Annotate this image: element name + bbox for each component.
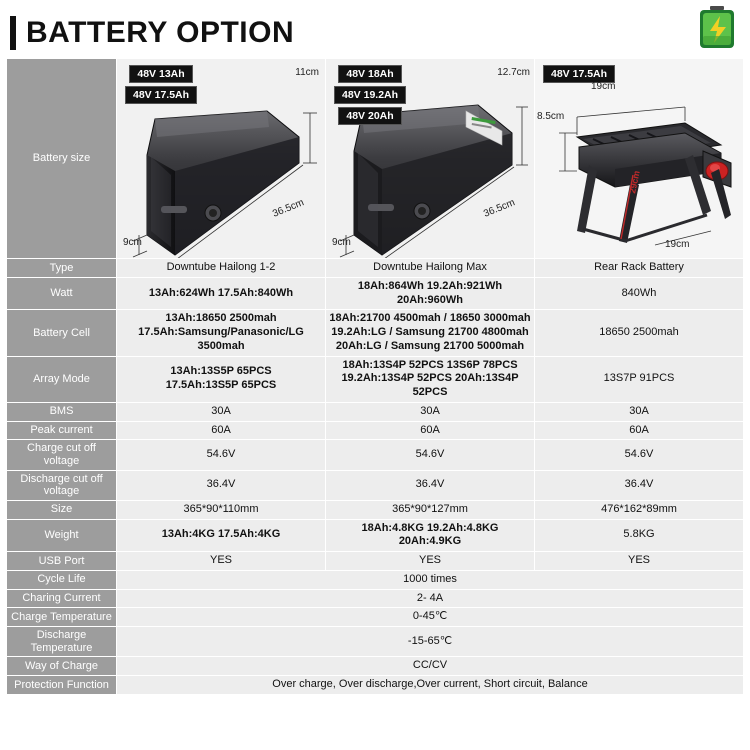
table-row-weight bbox=[7, 519, 744, 552]
discharge-temperature-value: -15-65℃ bbox=[117, 627, 744, 657]
type-col2: Downtube Hailong Max bbox=[326, 259, 535, 278]
table-row-charge-temperature bbox=[7, 608, 744, 627]
size-col1: 365*90*110mm bbox=[117, 500, 326, 519]
page-title: BATTERY OPTION bbox=[26, 16, 295, 49]
row-label-protection-function: Protection Function bbox=[7, 676, 117, 695]
dim-width-col1: 9cm bbox=[123, 237, 142, 248]
type-col1: Downtube Hailong 1-2 bbox=[117, 259, 326, 278]
row-label-bms: BMS bbox=[7, 402, 117, 421]
weight-col2 bbox=[326, 519, 535, 552]
table-row-type bbox=[7, 259, 744, 278]
cell-col1 bbox=[117, 310, 326, 356]
tag-48v-175ah: 48V 17.5Ah bbox=[125, 86, 197, 104]
tag-48v-20ah: 48V 20Ah bbox=[338, 107, 401, 125]
cell-col3: 18650 2500mah bbox=[535, 310, 744, 356]
table-row-battery-size bbox=[7, 59, 744, 259]
chargecut-col1: 54.6V bbox=[117, 440, 326, 470]
peak-col2: 60A bbox=[326, 421, 535, 440]
array-col2-line2: 19.2Ah:13S4P 52PCS 20Ah:13S4P 52PCS bbox=[341, 372, 519, 398]
array-col1 bbox=[117, 356, 326, 402]
tag-stack-col2 bbox=[334, 65, 406, 128]
bms-col1: 30A bbox=[117, 402, 326, 421]
cell-col1-line2: 17.5Ah:Samsung/Panasonic/LG 3500mah bbox=[138, 326, 304, 352]
dim-bottom-col3: 19cm bbox=[665, 239, 690, 250]
charge-temperature-value: 0-45℃ bbox=[117, 608, 744, 627]
array-col2-line1: 18Ah:13S4P 52PCS 13S6P 78PCS bbox=[342, 358, 518, 371]
row-label-type: Type bbox=[7, 259, 117, 278]
watt-col2-line1: 18Ah:864Wh 19.2Ah:921Wh bbox=[357, 279, 503, 292]
size-col2: 365*90*127mm bbox=[326, 500, 535, 519]
dim-red-col3: 29cm bbox=[627, 169, 642, 195]
table-row-discharge-temperature bbox=[7, 627, 744, 657]
usb-col2: YES bbox=[326, 552, 535, 571]
battery-image-hailong-max bbox=[326, 59, 535, 259]
row-label-usb-port: USB Port bbox=[7, 552, 117, 571]
dischargecut-col2: 36.4V bbox=[326, 470, 535, 500]
protection-function-value: Over charge, Over discharge,Over current, Short circuit, Balance bbox=[117, 676, 744, 695]
table-row-cycle-life bbox=[7, 570, 744, 589]
table-row-size bbox=[7, 500, 744, 519]
cell-col2-line1: 18Ah:21700 4500mah / 18650 3000mah bbox=[329, 312, 531, 325]
table-row-array-mode bbox=[7, 356, 744, 402]
battery-image-hailong-1-2 bbox=[117, 59, 326, 259]
battery-bolt-icon bbox=[698, 6, 736, 50]
type-col3: Rear Rack Battery bbox=[535, 259, 744, 278]
battery-spec-table bbox=[6, 58, 744, 695]
usb-col1: YES bbox=[117, 552, 326, 571]
row-label-charge-temperature: Charge Temperature bbox=[7, 608, 117, 627]
cell-col2-line3: 20Ah:LG / Samsung 21700 5000mah bbox=[335, 339, 525, 352]
row-label-discharge-temperature: Discharge Temperature bbox=[7, 627, 117, 657]
table-row-way-of-charge bbox=[7, 657, 744, 676]
cell-col1-line1: 13Ah:18650 2500mah bbox=[165, 312, 277, 325]
tag-stack-col1 bbox=[125, 65, 197, 107]
row-label-battery-cell: Battery Cell bbox=[7, 310, 117, 356]
watt-col2 bbox=[326, 277, 535, 310]
tag-48v-13ah: 48V 13Ah bbox=[129, 65, 192, 83]
table-row-usb-port bbox=[7, 552, 744, 571]
array-col1-line1: 13Ah:13S5P 65PCS bbox=[170, 365, 272, 378]
table-row-peak-current bbox=[7, 421, 744, 440]
tag-48v-18ah: 48V 18Ah bbox=[338, 65, 401, 83]
tag-48v-192ah: 48V 19.2Ah bbox=[334, 86, 406, 104]
chargecut-col2: 54.6V bbox=[326, 440, 535, 470]
table-row-charging-current bbox=[7, 589, 744, 608]
cell-col2-line2: 19.2Ah:LG / Samsung 21700 4800mah bbox=[331, 326, 529, 338]
row-label-weight: Weight bbox=[7, 519, 117, 552]
weight-col1 bbox=[117, 519, 326, 552]
dim-side-col3: 8.5cm bbox=[537, 111, 565, 122]
watt-col3: 840Wh bbox=[535, 277, 744, 310]
row-label-size: Size bbox=[7, 500, 117, 519]
array-col3: 13S7P 91PCS bbox=[535, 356, 744, 402]
watt-col1 bbox=[117, 277, 326, 310]
battery-image-rear-rack bbox=[535, 59, 744, 259]
row-label-array-mode: Array Mode bbox=[7, 356, 117, 402]
table-row-protection-function bbox=[7, 676, 744, 695]
row-label-discharge-cutoff: Discharge cut off voltage bbox=[7, 470, 117, 500]
charging-current-value: 2- 4A bbox=[117, 589, 744, 608]
size-col3: 476*162*89mm bbox=[535, 500, 744, 519]
bms-col3: 30A bbox=[535, 402, 744, 421]
weight-col3: 5.8KG bbox=[535, 519, 744, 552]
peak-col3: 60A bbox=[535, 421, 744, 440]
peak-col1: 60A bbox=[117, 421, 326, 440]
dischargecut-col1: 36.4V bbox=[117, 470, 326, 500]
dim-height-col1: 11cm bbox=[295, 67, 319, 78]
dim-top-col3: 19cm bbox=[591, 81, 616, 92]
watt-col1-line1: 13Ah:624Wh 17.5Ah:840Wh bbox=[148, 286, 294, 299]
row-label-charging-current: Charing Current bbox=[7, 589, 117, 608]
dim-length-col2: 36.5cm bbox=[482, 197, 517, 220]
row-label-peak-current: Peak current bbox=[7, 421, 117, 440]
table-row-discharge-cutoff bbox=[7, 470, 744, 500]
row-label-cycle-life: Cycle Life bbox=[7, 570, 117, 589]
weight-col2-line2: 20Ah:4.9KG bbox=[398, 535, 462, 548]
chargecut-col3: 54.6V bbox=[535, 440, 744, 470]
row-label-charge-cutoff: Charge cut off voltage bbox=[7, 440, 117, 470]
table-row-battery-cell bbox=[7, 310, 744, 356]
row-label-battery-size: Battery size bbox=[7, 59, 117, 259]
table-row-charge-cutoff bbox=[7, 440, 744, 470]
rear-rack-battery-illustration bbox=[535, 59, 744, 259]
row-label-watt: Watt bbox=[7, 277, 117, 310]
table-row-bms bbox=[7, 402, 744, 421]
dim-width-col2: 9cm bbox=[332, 237, 351, 248]
dischargecut-col3: 36.4V bbox=[535, 470, 744, 500]
weight-col2-line1: 18Ah:4.8KG 19.2Ah:4.8KG bbox=[361, 521, 499, 534]
weight-col1-line1: 13Ah:4KG 17.5Ah:4KG bbox=[161, 528, 281, 541]
way-of-charge-value: CC/CV bbox=[117, 657, 744, 676]
usb-col3: YES bbox=[535, 552, 744, 571]
array-col1-line2: 17.5Ah:13S5P 65PCS bbox=[165, 379, 277, 392]
row-label-way-of-charge: Way of Charge bbox=[7, 657, 117, 676]
page-header bbox=[0, 0, 750, 58]
dim-length-col1: 36.5cm bbox=[271, 197, 306, 220]
cell-col2 bbox=[326, 310, 535, 356]
table-row-watt bbox=[7, 277, 744, 310]
cycle-life-value: 1000 times bbox=[117, 570, 744, 589]
title-accent-bar bbox=[10, 16, 16, 50]
tag-48v-175ah-rack: 48V 17.5Ah bbox=[543, 65, 615, 83]
dim-height-col2: 12.7cm bbox=[497, 67, 530, 78]
watt-col2-line2: 20Ah:960Wh bbox=[396, 293, 464, 306]
array-col2 bbox=[326, 356, 535, 402]
bms-col2: 30A bbox=[326, 402, 535, 421]
